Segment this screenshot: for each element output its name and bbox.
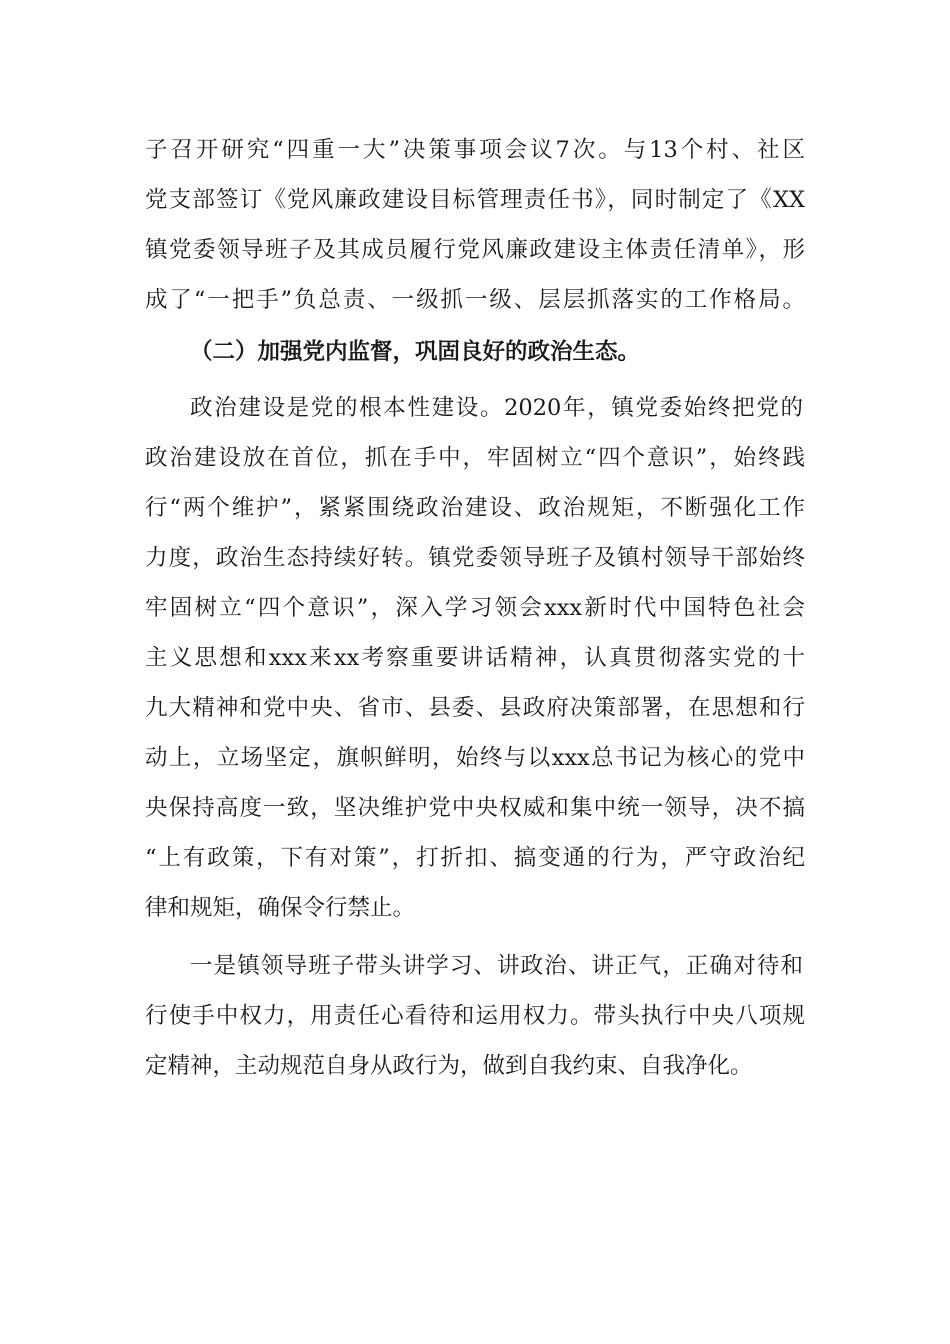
heading-text: （二）加强党内监督，巩固良好的政治生态。	[190, 339, 641, 365]
line-text: 律和规矩，确保令行禁止。	[145, 895, 416, 921]
paragraph-line	[0, 634, 950, 682]
line-text: 镇党委领导班子及其成员履行党风廉政建设主体责任清单》，形	[145, 237, 805, 263]
paragraph-line	[0, 992, 950, 1040]
paragraph-line	[0, 784, 950, 832]
paragraph-line	[0, 176, 950, 224]
paragraph-line	[0, 942, 950, 990]
section-heading	[0, 328, 950, 376]
paragraph-line	[0, 884, 950, 932]
line-text: 牢固树立“四个意识”，深入学习领会xxx新时代中国特色社会	[145, 595, 805, 621]
line-text: 动上，立场坚定，旗帜鲜明，始终与以xxx总书记为核心的党中	[145, 745, 805, 771]
line-text: 力度，政治生态持续好转。镇党委领导班子及镇村领导干部始终	[145, 545, 805, 571]
paragraph-line	[0, 384, 950, 432]
paragraph-line	[0, 734, 950, 782]
line-text: “上有政策，下有对策”，打折扣、搞变通的行为，严守政治纪	[145, 845, 805, 871]
paragraph-line	[0, 1042, 950, 1090]
line-text: 一是镇领导班子带头讲学习、讲政治、讲正气，正确对待和	[190, 953, 803, 979]
paragraph-line	[0, 584, 950, 632]
line-text: 政治建设是党的根本性建设。2020年，镇党委始终把党的	[190, 395, 803, 421]
paragraph-line	[0, 126, 950, 174]
line-text: 成了“一把手”负总责、一级抓一级、层层抓落实的工作格局。	[145, 287, 805, 313]
line-text: 政治建设放在首位，抓在手中，牢固树立“四个意识”，始终践	[145, 445, 805, 471]
paragraph-line	[0, 534, 950, 582]
line-text: 行使手中权力，用责任心看待和运用权力。带头执行中央八项规	[145, 1003, 805, 1029]
line-text: 行“两个维护”，紧紧围绕政治建设、政治规矩，不断强化工作	[145, 495, 805, 521]
paragraph-line	[0, 434, 950, 482]
line-text: 定精神，主动规范自身从政行为，做到自我约束、自我净化。	[145, 1053, 753, 1079]
paragraph-line	[0, 484, 950, 532]
line-text: 主义思想和xxx来xx考察重要讲话精神，认真贯彻落实党的十	[145, 645, 805, 671]
line-text: 九大精神和党中央、省市、县委、县政府决策部署，在思想和行	[145, 695, 805, 721]
line-text: 党支部签订《党风廉政建设目标管理责任书》，同时制定了《XX	[145, 187, 805, 213]
paragraph-line	[0, 684, 950, 732]
line-text: 子召开研究“四重一大”决策事项会议7次。与13个村、社区	[145, 137, 805, 163]
paragraph-line	[0, 276, 950, 324]
paragraph-line	[0, 834, 950, 882]
paragraph-line	[0, 226, 950, 274]
line-text: 央保持高度一致，坚决维护党中央权威和集中统一领导，决不搞	[145, 795, 805, 821]
